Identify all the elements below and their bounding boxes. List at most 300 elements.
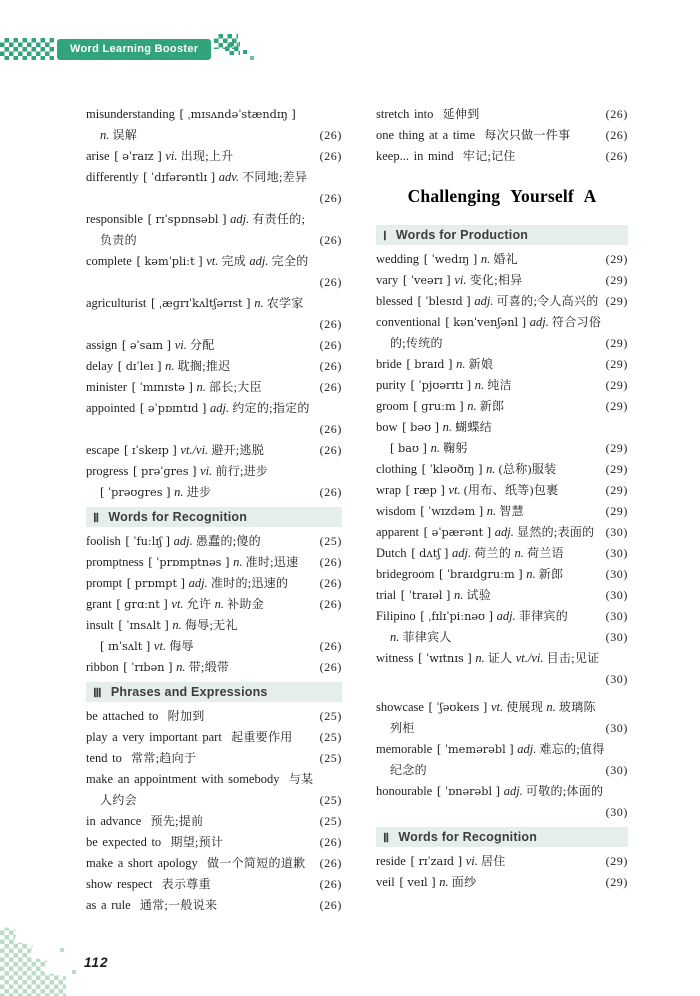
chinese-gloss: 智慧 — [499, 504, 524, 518]
pos-label: n. — [474, 378, 488, 392]
entry-text — [86, 146, 233, 167]
entry-line — [376, 354, 628, 375]
page-ref: (30) — [605, 546, 628, 560]
entry-line — [376, 333, 628, 354]
chinese-gloss: 负责的 — [100, 233, 137, 247]
entry-text — [86, 356, 231, 377]
pos-label: vt. — [206, 254, 222, 268]
pos-label: vi. — [165, 149, 181, 163]
word-entry — [86, 377, 342, 398]
pos-label: adj. — [529, 315, 552, 329]
chinese-gloss: 做一个简短的道歉 — [207, 856, 306, 870]
entry-line — [376, 312, 628, 333]
entry-line — [86, 398, 342, 419]
pos-label: n. — [214, 597, 228, 611]
entry-line — [376, 781, 628, 802]
pos-label: vi. — [174, 338, 190, 352]
phonetic-text: [ ˈprəʊɡres ] — [100, 486, 175, 499]
chinese-gloss: 补助金 — [227, 597, 264, 611]
page-ref: (25) — [319, 751, 342, 765]
page-ref: (30) — [605, 805, 628, 819]
entry-line — [376, 802, 628, 823]
entry-line — [86, 727, 342, 748]
word-entry — [376, 480, 628, 501]
entry-line — [86, 209, 342, 230]
phonetic-text: [ bəʊ ] — [402, 421, 443, 434]
english-text: Dutch — [376, 546, 412, 560]
entry-line — [86, 748, 342, 769]
pos-label: n. — [430, 441, 444, 455]
pos-label: adj. — [249, 254, 272, 268]
chinese-gloss: 面纱 — [451, 875, 477, 889]
entry-text — [86, 209, 305, 230]
entry-line — [376, 760, 628, 781]
section-header — [376, 827, 628, 847]
phonetic-text: [ rɪˈzaɪd ] — [410, 855, 466, 868]
english-text: bow — [376, 420, 403, 434]
page-ref: (30) — [605, 525, 628, 539]
word-entry — [86, 811, 342, 832]
english-text: be expected to — [86, 835, 171, 849]
section-header — [376, 225, 628, 245]
entry-line — [86, 188, 342, 209]
pos-label: n. — [454, 588, 467, 602]
entry-text — [376, 543, 564, 564]
pos-label: n. — [486, 504, 500, 518]
pos-label: n. — [176, 660, 189, 674]
entry-line — [376, 669, 628, 690]
pos-label: adj. — [173, 534, 196, 548]
section-roman: Ⅲ — [93, 685, 102, 700]
chinese-gloss: 变化;相异 — [469, 273, 523, 287]
entry-line — [376, 585, 628, 606]
word-entry — [86, 769, 342, 811]
word-entry — [376, 396, 628, 417]
english-text: escape — [86, 443, 124, 457]
entry-line — [86, 440, 342, 461]
entry-line — [376, 739, 628, 760]
entry-line — [376, 417, 628, 438]
chinese-gloss: 可敬的;体面的 — [525, 784, 604, 798]
page-ref: (30) — [605, 609, 628, 623]
phonetic-text: [ ˈkləʊðɪŋ ] — [421, 463, 487, 476]
entry-line — [86, 895, 342, 916]
phonetic-text: [ ˌæɡrɪˈkʌltʃərɪst ] — [151, 297, 255, 310]
page-ref: (26) — [319, 338, 342, 352]
entry-line — [86, 615, 342, 636]
entry-text — [376, 146, 516, 167]
entry-text — [376, 125, 570, 146]
entry-line — [376, 718, 628, 739]
word-entry — [376, 585, 628, 606]
chinese-gloss: 前行;进步 — [215, 464, 269, 478]
chinese-gloss: 表示尊重 — [161, 877, 211, 891]
entry-text — [86, 104, 296, 125]
word-entry — [86, 531, 342, 552]
word-entry — [376, 522, 628, 543]
word-entry — [86, 461, 342, 503]
english-text: purity — [376, 378, 411, 392]
page-ref: (29) — [605, 294, 628, 308]
pos-label: n. — [100, 128, 113, 142]
page-ref: (26) — [319, 128, 342, 142]
page-ref: (29) — [605, 357, 628, 371]
chinese-gloss: 新郎 — [538, 567, 564, 581]
phonetic-text: [ baʊ ] — [390, 442, 431, 455]
chinese-gloss: 每次只做一件事 — [484, 128, 571, 142]
entry-line — [86, 272, 342, 293]
entry-text — [390, 333, 443, 354]
chinese-gloss: 蝴蝶结 — [455, 420, 493, 434]
entry-line — [376, 627, 628, 648]
english-text: stretch into — [376, 107, 443, 121]
english-text: conventional — [376, 315, 446, 329]
page-ref: (30) — [605, 672, 628, 686]
entry-text — [376, 851, 506, 872]
entry-text — [376, 270, 522, 291]
phonetic-text: [ ˈɒnərəbl ] — [436, 785, 504, 798]
word-entry — [376, 739, 628, 781]
entry-line — [86, 832, 342, 853]
chinese-gloss: 进步 — [186, 485, 212, 499]
page-number: 112 — [84, 955, 109, 970]
entry-text — [86, 335, 215, 356]
pos-label: n. — [442, 420, 456, 434]
word-entry — [86, 874, 342, 895]
chinese-gloss: 耽搁;推迟 — [177, 359, 231, 373]
english-text: agriculturist — [86, 296, 152, 310]
phonetic-text: [ ˈwɪtnɪs ] — [418, 652, 476, 665]
page-ref: (26) — [319, 898, 342, 912]
pos-label: adj. — [188, 576, 211, 590]
pos-label: vt. — [448, 483, 464, 497]
chinese-gloss: 婚礼 — [493, 252, 518, 266]
chinese-gloss: 准时;迅速 — [245, 555, 299, 569]
english-text: vary — [376, 273, 403, 287]
word-entry — [376, 312, 628, 354]
entry-text — [376, 291, 599, 312]
entry-line — [376, 396, 628, 417]
chinese-gloss: 侮辱;无礼 — [184, 618, 238, 632]
page-ref: (29) — [605, 462, 628, 476]
entry-line — [376, 872, 628, 893]
entry-text — [376, 606, 568, 627]
pos-label: adv. — [218, 170, 243, 184]
pos-label: n. — [467, 399, 480, 413]
chinese-gloss: 牢记;记住 — [462, 149, 516, 163]
entry-line — [86, 251, 342, 272]
page-ref: (30) — [605, 630, 628, 644]
word-entry — [86, 335, 342, 356]
entry-text — [86, 167, 307, 188]
word-entry — [86, 727, 342, 748]
english-text: promptness — [86, 555, 149, 569]
chinese-gloss: 出现;上升 — [180, 149, 234, 163]
entry-line — [376, 375, 628, 396]
page-ref: (26) — [319, 856, 342, 870]
entry-line — [376, 648, 628, 669]
word-entry — [86, 832, 342, 853]
checker-decoration-icon — [0, 38, 54, 60]
page-ref: (26) — [319, 191, 342, 205]
english-text: play a very important part — [86, 730, 232, 744]
chinese-gloss: (总称)服装 — [498, 462, 557, 476]
phonetic-text: [ ˈwedɪŋ ] — [423, 253, 481, 266]
entry-line — [86, 636, 342, 657]
entry-text — [390, 627, 452, 648]
page-ref: (26) — [319, 233, 342, 247]
footer-dot-icon — [60, 948, 64, 952]
page-ref: (30) — [605, 763, 628, 777]
pos-label: n. — [526, 567, 539, 581]
entry-text — [376, 417, 492, 438]
entry-text — [86, 573, 288, 594]
chinese-gloss: 纪念的 — [390, 763, 427, 777]
word-entry — [86, 853, 342, 874]
entry-text — [376, 396, 504, 417]
pos-label: n. — [172, 618, 185, 632]
chinese-gloss: 新郎 — [479, 399, 505, 413]
chinese-gloss: 新娘 — [468, 357, 494, 371]
pos-label: adj. — [503, 784, 526, 798]
phonetic-text: [ ˈɪnsʌlt ] — [118, 619, 173, 632]
phonetic-text: [ əˈpærənt ] — [423, 526, 495, 539]
entry-line — [376, 104, 628, 125]
page-ref: (26) — [319, 359, 342, 373]
pos-label: vi. — [200, 464, 216, 478]
entry-text — [86, 552, 298, 573]
entry-line — [86, 482, 342, 503]
entry-line — [376, 564, 628, 585]
section-label: Words for Recognition — [398, 830, 538, 844]
page-ref: (25) — [319, 814, 342, 828]
entry-line — [86, 335, 342, 356]
chinese-gloss: 准时的;迅速的 — [210, 576, 289, 590]
entry-line — [86, 594, 342, 615]
footer-dot-icon — [72, 970, 76, 974]
phonetic-text: [ ˈmemərəbl ] — [436, 743, 518, 756]
entry-text — [376, 312, 601, 333]
phonetic-text: [ ˈprɒmptnəs ] — [148, 556, 234, 569]
word-entry — [376, 459, 628, 480]
entry-text — [86, 727, 293, 748]
chinese-gloss: 农学家 — [266, 296, 304, 310]
vocabulary-columns — [86, 104, 628, 916]
page-ref: (26) — [319, 317, 342, 331]
word-entry — [86, 594, 342, 615]
word-entry — [376, 104, 628, 125]
pos-label: vi. — [465, 854, 482, 868]
page-ref: (29) — [605, 504, 628, 518]
phonetic-text: [ dʌtʃ ] — [411, 547, 452, 560]
page-ref: (26) — [319, 443, 342, 457]
entry-text — [86, 377, 262, 398]
chinese-gloss: 分配 — [189, 338, 215, 352]
pos-label: vt. — [490, 700, 507, 714]
entry-text — [376, 872, 476, 893]
phonetic-text: [ əˈpɒɪntɪd ] — [139, 402, 211, 415]
entry-text — [86, 293, 304, 314]
word-entry — [86, 706, 342, 727]
phonetic-text: [ ˌfɪlɪˈpiːnəʊ ] — [420, 610, 497, 623]
chinese-gloss: (用布、纸等)包裹 — [463, 483, 559, 497]
word-entry — [376, 354, 628, 375]
entry-text — [390, 718, 415, 739]
entry-line — [86, 419, 342, 440]
entry-text — [376, 249, 518, 270]
english-text: delay — [86, 359, 118, 373]
english-text: make an appointment with somebody — [86, 772, 289, 786]
word-entry — [376, 606, 628, 648]
word-entry — [376, 417, 628, 459]
pos-label: n. — [165, 359, 178, 373]
english-text: assign — [86, 338, 122, 352]
word-entry — [86, 356, 342, 377]
chinese-gloss: 的;传统的 — [390, 336, 443, 350]
column-left — [86, 104, 342, 916]
spacer — [376, 690, 628, 697]
section-header — [86, 682, 342, 702]
chinese-gloss: 附加到 — [167, 709, 205, 723]
entry-line — [376, 501, 628, 522]
word-entry — [86, 615, 342, 657]
chinese-gloss: 避开;逃脱 — [211, 443, 265, 457]
entry-line — [86, 853, 342, 874]
entry-line — [86, 790, 342, 811]
word-entry — [86, 552, 342, 573]
phonetic-text: [ rɪˈspɒnsəbl ] — [147, 213, 231, 226]
entry-line — [86, 657, 342, 678]
page-ref: (29) — [605, 441, 628, 455]
english-text: differently — [86, 170, 144, 184]
entry-line — [86, 552, 342, 573]
entry-text — [376, 648, 599, 669]
chinese-gloss: 有责任的; — [252, 212, 306, 226]
word-entry — [376, 146, 628, 167]
pos-label: adj. — [496, 609, 519, 623]
pos-label: n. — [475, 651, 488, 665]
entry-line — [376, 543, 628, 564]
page-header — [0, 38, 260, 60]
phonetic-text: [ ˈrɪbən ] — [123, 661, 177, 674]
entry-text — [86, 811, 203, 832]
entry-line — [86, 377, 342, 398]
page-ref: (26) — [319, 835, 342, 849]
pos-label: n. — [233, 555, 246, 569]
phonetic-text: [ ˈveərɪ ] — [402, 274, 455, 287]
phonetic-text: [ dɪˈleɪ ] — [117, 360, 166, 373]
english-text: tend to — [86, 751, 132, 765]
english-text: groom — [376, 399, 414, 413]
english-text: prompt — [86, 576, 127, 590]
english-text: responsible — [86, 212, 148, 226]
entry-text — [86, 398, 310, 419]
word-entry — [376, 781, 628, 823]
entry-text — [86, 615, 238, 636]
chinese-gloss: 鞠躬 — [443, 441, 468, 455]
page-ref: (25) — [319, 793, 342, 807]
entry-text — [100, 125, 137, 146]
entry-text — [86, 874, 211, 895]
entry-line — [376, 291, 628, 312]
chinese-gloss: 完全的 — [271, 254, 309, 268]
phonetic-text: [ veɪl ] — [399, 876, 440, 889]
chinese-gloss: 试验 — [466, 588, 492, 602]
page-ref: (25) — [319, 730, 342, 744]
english-text: keep... in mind — [376, 149, 463, 163]
phonetic-text: [ ˈmɪnɪstə ] — [131, 381, 197, 394]
english-text: be attached to — [86, 709, 168, 723]
chinese-gloss: 愚蠢的;傻的 — [195, 534, 261, 548]
section-label: Phrases and Expressions — [110, 685, 268, 699]
page-ref: (25) — [319, 709, 342, 723]
entry-text — [376, 104, 480, 125]
phonetic-text: [ ɡrɑːnt ] — [116, 598, 172, 611]
entry-text — [86, 748, 196, 769]
pos-label: adj. — [452, 546, 475, 560]
english-text: wedding — [376, 252, 424, 266]
page-ref: (26) — [605, 128, 628, 142]
english-text: complete — [86, 254, 137, 268]
english-text: ribbon — [86, 660, 124, 674]
entry-line — [376, 249, 628, 270]
page-ref: (26) — [319, 275, 342, 289]
chinese-gloss: 完成 — [221, 254, 250, 268]
entry-line — [376, 125, 628, 146]
entry-text — [86, 706, 205, 727]
entry-line — [376, 438, 628, 459]
pos-label: n. — [546, 700, 559, 714]
entry-line — [86, 125, 342, 146]
entry-text — [100, 790, 137, 811]
word-entry — [86, 657, 342, 678]
entry-line — [86, 356, 342, 377]
entry-line — [376, 606, 628, 627]
phonetic-text: [ ˈwɪzdəm ] — [420, 505, 487, 518]
phonetic-text: [ əˈsaɪn ] — [121, 339, 175, 352]
pos-label: n. — [174, 485, 187, 499]
chinese-gloss: 部长;大臣 — [209, 380, 262, 394]
pos-label: vt./vi. — [515, 651, 547, 665]
entry-text — [376, 564, 563, 585]
word-entry — [376, 543, 628, 564]
word-entry — [86, 146, 342, 167]
entry-text — [86, 531, 261, 552]
english-text: minister — [86, 380, 132, 394]
chinese-gloss: 期望;预计 — [170, 835, 224, 849]
entry-line — [86, 461, 342, 482]
pos-label: n. — [456, 357, 469, 371]
english-text: bridegroom — [376, 567, 439, 581]
phonetic-text: [ ɪnˈsʌlt ] — [100, 640, 154, 653]
phonetic-text: [ prɒmpt ] — [126, 577, 189, 590]
page-ref: (30) — [605, 721, 628, 735]
entry-text — [86, 832, 223, 853]
entry-text — [376, 375, 512, 396]
word-entry — [376, 125, 628, 146]
chinese-gloss: 目击;见证 — [546, 651, 600, 665]
word-entry — [86, 209, 342, 251]
page-ref: (30) — [605, 567, 628, 581]
phonetic-text: [ ˈfuːlɪʃ ] — [125, 535, 174, 548]
word-entry — [86, 398, 342, 440]
chinese-gloss: 允许 — [186, 597, 215, 611]
chinese-gloss: 荷兰的 — [474, 546, 515, 560]
entry-line — [376, 522, 628, 543]
phonetic-text: [ ˈblesɪd ] — [417, 295, 475, 308]
english-text: show respect — [86, 877, 162, 891]
entry-line — [86, 706, 342, 727]
